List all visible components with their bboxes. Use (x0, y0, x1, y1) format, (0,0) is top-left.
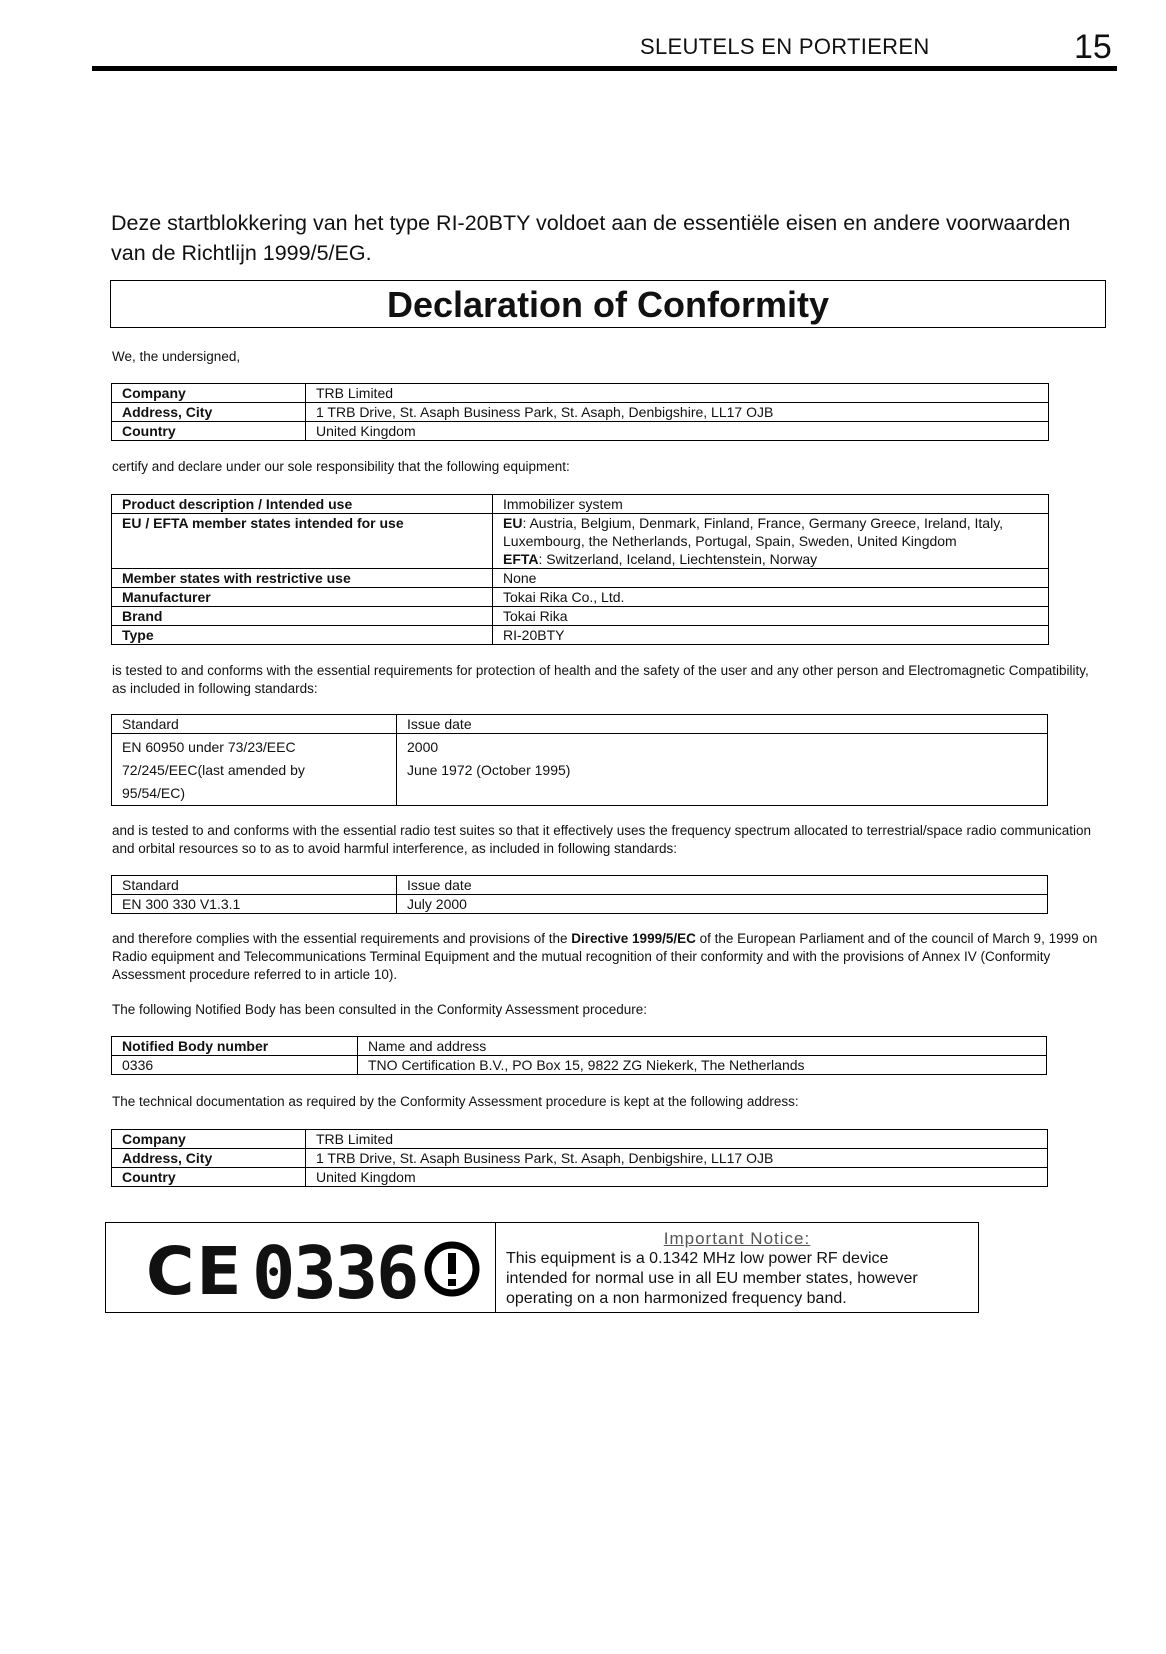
standard-value: EN 300 330 V1.3.1 (112, 895, 397, 914)
table-row (112, 588, 1049, 607)
technical-doc-text: The technical documentation as required by the Conformity Assessment procedure is kept at the following address: (112, 1094, 799, 1109)
member-states-label: EU / EFTA member states intended for use (112, 514, 493, 569)
notice-heading: Important Notice: (663, 1229, 811, 1248)
notified-name-header: Name and address (358, 1037, 1047, 1056)
restrictive-value: None (493, 569, 1049, 588)
notified-number-header: Notified Body number (112, 1037, 358, 1056)
technical-doc-table (111, 1129, 1048, 1187)
country-label: Country (112, 1168, 306, 1187)
address-label: Address, City (112, 1149, 306, 1168)
standard-line: EN 60950 under 73/23/EEC (122, 739, 296, 755)
product-value: Immobilizer system (493, 495, 1049, 514)
type-value: RI-20BTY (493, 626, 1049, 645)
table-row (112, 403, 1049, 422)
standard-cell (112, 734, 397, 806)
table-row (112, 715, 1048, 734)
alert-class-icon (424, 1241, 480, 1297)
brand-label: Brand (112, 607, 493, 626)
table-row (112, 876, 1048, 895)
notified-number-value: 0336 (112, 1056, 358, 1075)
complies-text (112, 930, 1102, 984)
section-title: SLEUTELS EN PORTIEREN (640, 34, 930, 59)
standard-line: 95/54/EC) (122, 785, 186, 801)
brand-value: Tokai Rika (493, 607, 1049, 626)
equipment-table (111, 494, 1049, 645)
page-number: 15 (1074, 28, 1112, 66)
ce-notified-body-code: 0336 (252, 1231, 418, 1315)
company-value: TRB Limited (306, 1130, 1048, 1149)
tested-text: is tested to and conforms with the essential requirements for protection of health and the safety of the user and any other person and Electromagnetic Compatibility, as included in following standards: (112, 663, 1089, 696)
type-label: Type (112, 626, 493, 645)
member-states-value (493, 514, 1049, 569)
table-row (112, 422, 1049, 441)
issue-date-header: Issue date (397, 876, 1048, 895)
complies-before: and therefore complies with the essential requirements and provisions of the (112, 931, 572, 946)
eu-countries: : Austria, Belgium, Denmark, Finland, France, Germany Greece, Ireland, Italy, Luxembourg, the Netherlands, Portugal, Spain, Sweden, United Kingdom (503, 515, 1004, 549)
undersigned-text: We, the undersigned, (112, 349, 241, 364)
notified-body-table (111, 1036, 1047, 1075)
issue-date-cell (397, 734, 1048, 806)
table-row (112, 626, 1049, 645)
table-row (112, 1168, 1048, 1187)
table-row (112, 495, 1049, 514)
country-value: United Kingdom (306, 1168, 1048, 1187)
table-row (112, 1149, 1048, 1168)
complies-after: of the European Parliament and of the council of March 9, 1999 on Radio equipment and Telecommunications Terminal Equipment and the mutual recognition of their conformity and with the provisions of Annex IV (Conformity Assessment procedure referred to in article 10). (112, 931, 1098, 982)
standards-table-1 (111, 714, 1048, 806)
country-value: United Kingdom (306, 422, 1049, 441)
manufacturer-label: Manufacturer (112, 588, 493, 607)
table-row (112, 1130, 1048, 1149)
certify-text: certify and declare under our sole responsibility that the following equipment: (112, 459, 570, 474)
important-notice-box (105, 1222, 979, 1313)
notified-name-value: TNO Certification B.V., PO Box 15, 9822 ZG Niekerk, The Netherlands (358, 1056, 1047, 1075)
directive-reference: Directive 1999/5/EC (571, 931, 696, 946)
efta-countries: : Switzerland, Iceland, Liechtenstein, Norway (538, 551, 818, 567)
company-label: Company (112, 1130, 306, 1149)
address-value: 1 TRB Drive, St. Asaph Business Park, St. Asaph, Denbigshire, LL17 OJB (306, 403, 1049, 422)
declaration-title: Declaration of Conformity (386, 284, 830, 325)
header-divider (92, 66, 1117, 71)
table-row (112, 895, 1048, 914)
notified-body-text: The following Notified Body has been consulted in the Conformity Assessment procedure: (112, 1002, 648, 1017)
company-table (111, 383, 1049, 441)
table-row (112, 1056, 1047, 1075)
manufacturer-value: Tokai Rika Co., Ltd. (493, 588, 1049, 607)
notice-line: operating on a non harmonized frequency band. (506, 1290, 847, 1307)
address-label: Address, City (112, 403, 306, 422)
issue-line: June 1972 (October 1995) (407, 762, 571, 778)
company-label: Company (112, 384, 306, 403)
eu-prefix: EU (503, 515, 523, 531)
table-row (112, 734, 1048, 806)
notice-line: This equipment is a 0.1342 MHz low power RF device (506, 1250, 889, 1267)
ce-marking (106, 1223, 496, 1315)
issue-date-value: July 2000 (397, 895, 1048, 914)
table-row (112, 1037, 1047, 1056)
table-row (112, 607, 1049, 626)
notice-line: intended for normal use in all EU member states, however (506, 1270, 918, 1287)
issue-date-header: Issue date (397, 715, 1048, 734)
standards-table-2 (111, 875, 1048, 914)
address-value: 1 TRB Drive, St. Asaph Business Park, St. Asaph, Denbigshire, LL17 OJB (306, 1149, 1048, 1168)
country-label: Country (112, 422, 306, 441)
table-row (112, 569, 1049, 588)
efta-prefix: EFTA (503, 551, 539, 567)
product-label: Product description / Intended use (112, 495, 493, 514)
restrictive-label: Member states with restrictive use (112, 569, 493, 588)
intro-paragraph: Deze startblokkering van het type RI-20BTY voldoet aan de essentiële eisen en andere voorwaarden van de Richtlijn 1999/5/EG. (111, 211, 1071, 265)
notice-text (496, 1223, 978, 1312)
issue-line: 2000 (407, 739, 439, 755)
standard-header: Standard (112, 715, 397, 734)
table-row (112, 514, 1049, 569)
ce-mark: CE (146, 1233, 244, 1310)
table-row (112, 384, 1049, 403)
company-value: TRB Limited (306, 384, 1049, 403)
declaration-title-box (110, 280, 1106, 328)
standard-line: 72/245/EEC(last amended by (122, 762, 305, 778)
radio-text: and is tested to and conforms with the essential radio test suites so that it effectively uses the frequency spectrum allocated to terrestrial/space radio communication and orbital resources so to as to avoid harmful interference, as included in following standards: (112, 823, 1092, 856)
standard-header: Standard (112, 876, 397, 895)
